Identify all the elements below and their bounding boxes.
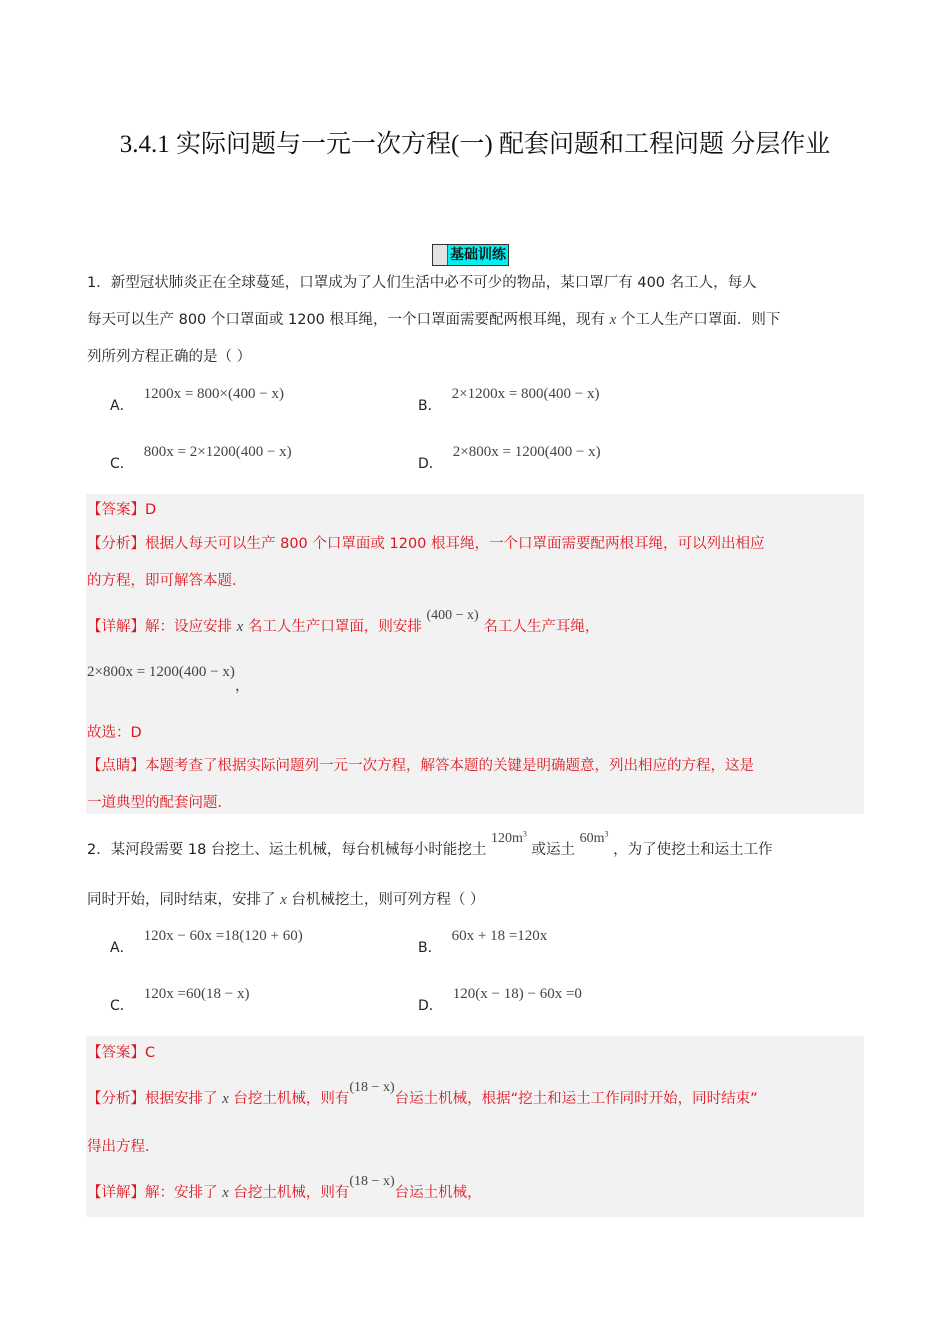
section-tag-marker — [433, 245, 448, 265]
q1-stem-text: 每天可以生产 800 个口罩面或 1200 根耳绳，一个口罩面需要配两根耳绳，现有 — [87, 312, 606, 328]
unit-exponent: 3 — [604, 829, 609, 839]
analysis-text: 台挖土机械，则有 — [233, 1091, 350, 1107]
q2-option-d[interactable] — [418, 986, 582, 1015]
answer-tag: 【答案】 — [87, 502, 145, 518]
detail-text: 名工人生产口罩面，则安排 — [247, 619, 422, 635]
detail-tag: 【详解】 — [87, 619, 145, 635]
analysis-expression: (18 − x) — [349, 1080, 395, 1095]
option-letter: C． — [110, 456, 134, 472]
q2-stem-line-2 — [87, 888, 485, 909]
rate-value: 120m — [491, 831, 523, 846]
q2-stem-line-1 — [87, 829, 773, 859]
detail-text: 解：设应安排 — [145, 619, 232, 635]
q2-answer — [87, 1041, 155, 1062]
q2-number: 2． — [87, 842, 111, 858]
option-letter: D． — [418, 456, 443, 472]
q1-option-d[interactable] — [418, 444, 601, 473]
detail-expression: (400 − x) — [426, 608, 479, 623]
answer-value: C — [145, 1045, 156, 1061]
analysis-text: 根据人每天可以生产 800 个口罩面或 1200 根耳绳，一个口罩面需要配两根耳绳，可以列出相应 — [145, 536, 765, 552]
analysis-tag: 【分析】 — [87, 1091, 145, 1107]
q1-variable: x — [609, 312, 617, 328]
q2-stem-text: ，为了使挖土和运土工作 — [613, 842, 773, 858]
unit-exponent: 3 — [522, 829, 527, 839]
q2-option-b[interactable] — [418, 928, 548, 957]
option-equation: 2×800x = 1200(400 − x) — [452, 444, 601, 460]
q2-analysis-line-2: 得出方程． — [87, 1139, 160, 1155]
detail-text: 台运土机械， — [394, 1185, 482, 1201]
q1-detail-line-1 — [87, 608, 600, 636]
option-equation: 120x =60(18 − x) — [143, 986, 250, 1002]
comment-text: 本题考查了根据实际问题列一元一次方程，解答本题的关键是明确题意，列出相应的方程，这是 — [145, 758, 754, 774]
q2-stem-text: 台机械挖土，则可列方程（ ） — [291, 892, 485, 908]
detail-text: 台挖土机械，则有 — [233, 1185, 350, 1201]
q1-option-c[interactable] — [110, 444, 292, 473]
q2-haul-rate — [580, 831, 609, 846]
option-equation: 1200x = 800×(400 − x) — [143, 386, 284, 402]
detail-text: 名工人生产耳绳， — [483, 619, 600, 635]
q1-analysis-line-2: 的方程，即可解答本题． — [87, 573, 247, 589]
answer-value: D — [145, 502, 157, 518]
q2-detail-line-1 — [87, 1174, 482, 1202]
comment-tag: 【点睛】 — [87, 758, 145, 774]
q1-comment-line-1 — [87, 754, 754, 775]
q2-variable: x — [280, 892, 287, 908]
section-tag — [432, 244, 509, 266]
detail-expression: (18 − x) — [349, 1174, 395, 1189]
option-letter: D． — [418, 998, 443, 1014]
option-letter: A． — [110, 940, 134, 956]
analysis-tag: 【分析】 — [87, 536, 145, 552]
comma: ， — [234, 678, 250, 694]
q1-stem-text: 个工人生产口罩面．则下 — [620, 312, 781, 328]
q1-comment-line-2: 一道典型的配套问题． — [87, 795, 232, 811]
q2-dig-rate — [491, 831, 527, 846]
q2-stem-text: 同时开始，同时结束，安排了 — [87, 892, 276, 908]
rate-value: 60m — [579, 831, 605, 846]
q1-stem-text: 新型冠状肺炎正在全球蔓延，口罩成为了人们生活中必不可少的物品，某口罩厂有 400 名工人，每人 — [110, 275, 757, 291]
option-letter: B． — [418, 398, 442, 414]
detail-tag: 【详解】 — [87, 1185, 145, 1201]
q1-option-a[interactable] — [110, 386, 284, 415]
analysis-text: 台运土机械，根据“挖土和运土工作同时开始，同时结束” — [394, 1091, 758, 1107]
q2-analysis-line-1 — [87, 1080, 758, 1108]
q2-option-a[interactable] — [110, 928, 303, 957]
q2-option-c[interactable] — [110, 986, 250, 1015]
detail-text: 解：安排了 — [145, 1185, 218, 1201]
equation: 2×800x = 1200(400 − x) — [87, 664, 235, 680]
option-equation: 2×1200x = 800(400 − x) — [451, 386, 600, 402]
q2-variable: x — [222, 1091, 229, 1107]
q1-analysis-line-1 — [87, 532, 765, 553]
q1-answer — [87, 498, 156, 519]
document-title: 3.4.1 实际问题与一元一次方程(一) 配套问题和工程问题 分层作业 — [119, 131, 831, 158]
q2-stem-text: 某河段需要 18 台挖土、运土机械，每台机械每小时能挖土 — [110, 842, 487, 858]
q1-stem-line-2 — [87, 308, 780, 329]
q2-variable: x — [222, 1185, 229, 1201]
analysis-text: 根据安排了 — [145, 1091, 218, 1107]
option-letter: B． — [418, 940, 442, 956]
option-equation: 800x = 2×1200(400 − x) — [143, 444, 292, 460]
option-letter: A． — [110, 398, 134, 414]
answer-tag: 【答案】 — [87, 1045, 145, 1061]
option-equation: 120x − 60x =18(120 + 60) — [143, 928, 303, 944]
section-label: 基础训练 — [450, 247, 506, 263]
q1-stem-line-1 — [87, 271, 757, 292]
option-equation: 60x + 18 =120x — [451, 928, 548, 944]
q1-number: 1． — [87, 275, 111, 291]
q1-option-b[interactable] — [418, 386, 600, 415]
q1-stem-line-3: 列所列方程正确的是（ ） — [87, 349, 252, 365]
q2-stem-text: 或运土 — [531, 842, 576, 858]
q1-choice: 故选：D — [87, 725, 142, 741]
q1-variable: x — [236, 619, 244, 635]
option-letter: C． — [110, 998, 134, 1014]
option-equation: 120(x − 18) − 60x =0 — [452, 986, 582, 1002]
q1-detail-equation — [87, 660, 250, 694]
